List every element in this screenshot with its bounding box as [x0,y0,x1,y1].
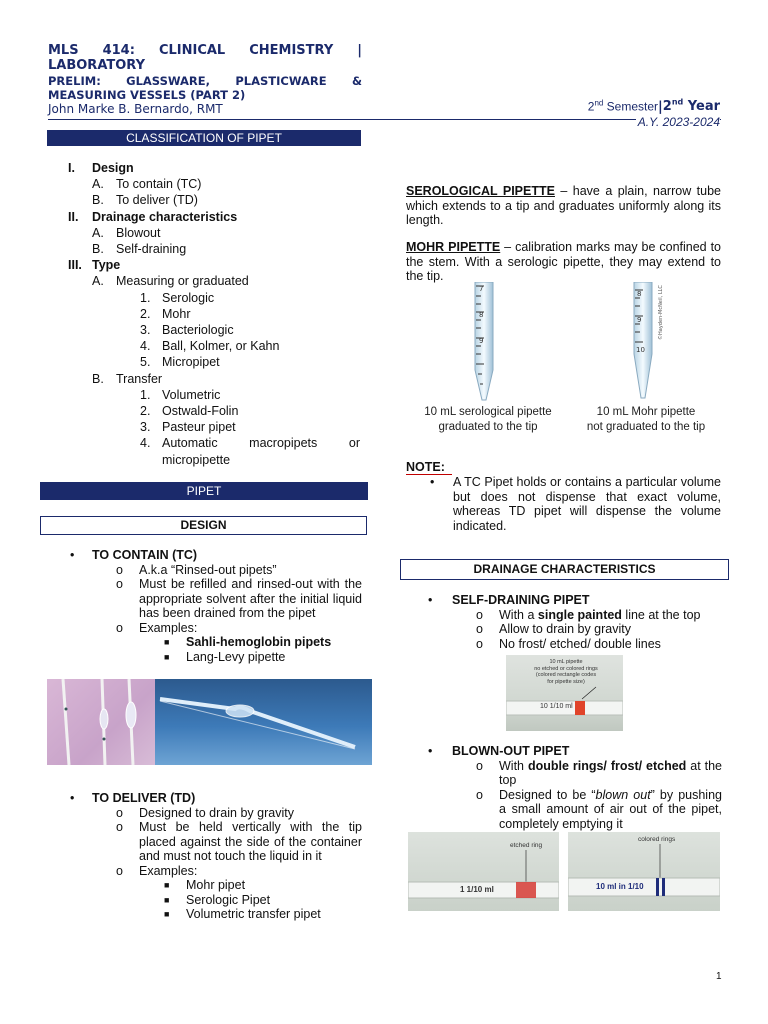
drainage-heading: DRAINAGE CHARACTERISTICS [400,559,729,580]
tick-label-7: 7 [479,285,484,293]
self-draining-section: • SELF-DRAINING PIPET o With a single painted line at the top o Allow to drain by gravity o No frost/ etched/ double lines [428,593,701,651]
etched-ring-photo: etched ring 1 1/10 ml [408,832,559,911]
figure-brand: ©Hayden-McNeil, LLC [658,285,664,340]
pipet-heading: PIPET [40,482,368,500]
serological-definition: SEROLOGICAL PIPETTE – have a plain, narrow tube which extends to a tip and graduates uniformly along its length. [406,184,721,227]
self-draining-photo: 10 mL pipette no etched or colored rings (colored rectangle codes for pipette size) 10 1/10 ml [506,655,623,731]
serological-caption: 10 mL serological pipette graduated to the tip [424,406,552,433]
header-rule [48,119,721,120]
lang-levy-pipette-photo [155,679,372,765]
classification-outline: I. Design A. To contain (TC) B. To deliver (TD) II. Drainage characteristics A. Blowout B. Self-draining III. Type A. Measuring or graduated 1. Serologic 2. Mohr 3. Bacteriologic 4. Ball, Kolmer, or Kahn 5. Micropipet B. Transfer 1. Volumetric 2. Ostwald-Folin 3. Pasteur pipet 4. Automatic macropipets or micropipette [68,161,360,467]
academic-year: A.Y. 2023-2024 [637,115,720,129]
td-section: • TO DELIVER (TD) o Designed to drain by gravity o Must be held vertically with the tip placed against the side of the container and must not touch the liquid in it o Examples: ■ Mohr pipet ■ Serologic Pipet ■ Volumetric transfer pipet [70,791,362,921]
blown-out-section: • BLOWN-OUT PIPET o With double rings/ frost/ etched at the top o Designed to be “blown out” by pushing a small amount of air out of the pipet, completely emptying it [428,744,722,831]
topic-title-line2: MEASURING VESSELS (PART 2) [48,88,246,102]
mohr-caption: 10 mL Mohr pipette not graduated to the tip [586,406,706,433]
semester-year: 2nd Semester|2nd Year [587,98,720,115]
pipette-figure [410,282,722,437]
tc-section: • TO CONTAIN (TC) o A.k.a “Rinsed-out pipets” o Must be refilled and rinsed-out with the appropriate solvent after the initial liquid has been drained from the pipet o Examples: ■ Sahli-hemoglobin pipets ■ Lang-Levy pipette [70,548,362,664]
note-text: • A TC Pipet holds or contains a particular volume but does not dispense that exact volume, whereas TD pipet will dispense the volume indicated. [430,475,721,533]
colored-rings-photo: colored rings 10 ml in 1/10 [568,832,720,911]
tick-label-8-mohr: 8 [637,290,642,298]
page-number: 1 [716,971,722,982]
design-heading: DESIGN [40,516,367,535]
mohr-definition: MOHR PIPETTE – calibration marks may be confined to the stem. With a serologic pipette, they may extend to the tip. [406,240,721,283]
topic-title-line1: PRELIM: GLASSWARE, PLASTICWARE & [48,74,362,88]
tick-label-8: 8 [479,311,484,319]
course-title-line1: MLS 414: CLINICAL CHEMISTRY | [48,43,362,58]
classification-heading: CLASSIFICATION OF PIPET [47,130,361,146]
tick-label-10-mohr: 10 [636,346,645,354]
note-label: NOTE: [406,460,445,474]
sahli-pipet-photo [47,679,155,765]
tick-label-9-mohr: 9 [637,316,642,324]
author-name: John Marke B. Bernardo, RMT [48,102,223,116]
tick-label-9: 9 [479,337,484,345]
course-title-line2: LABORATORY [48,58,145,73]
